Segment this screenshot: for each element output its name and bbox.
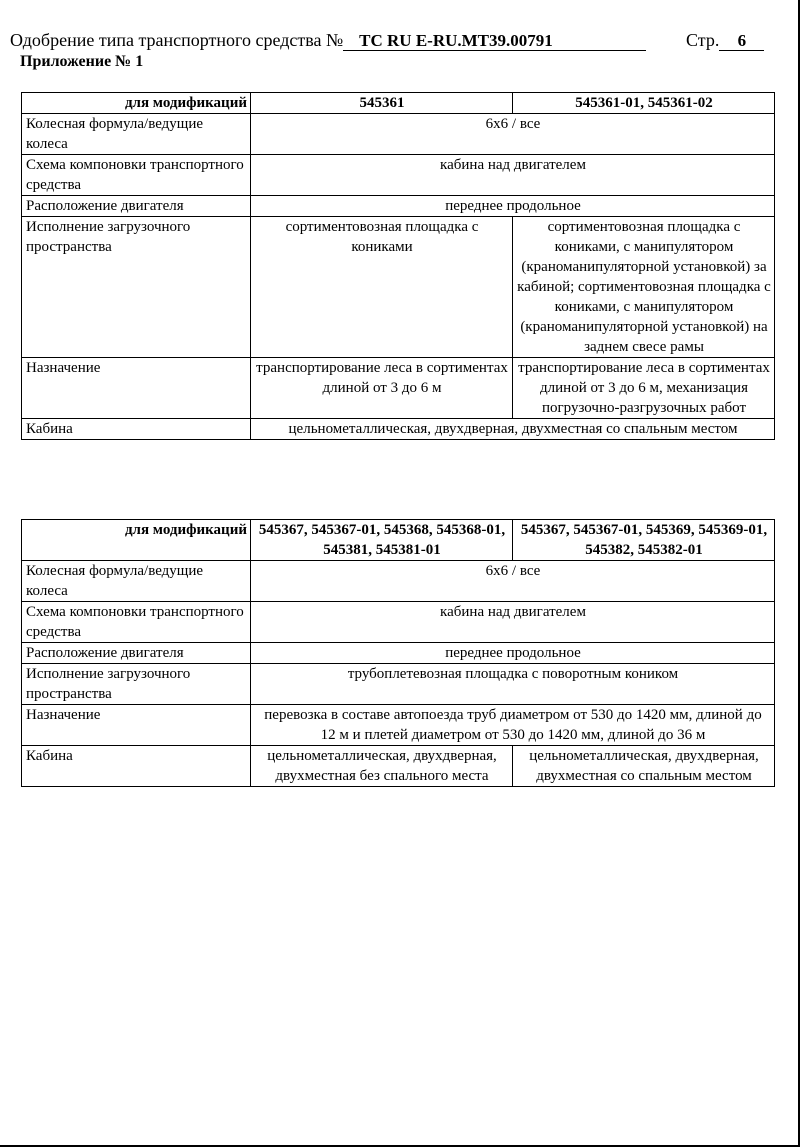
document-header <box>10 30 646 51</box>
row-value-col-2: транспортирование леса в сортиментах длиной от 3 до 6 м, механизация погрузочно-разгрузочных работ <box>513 358 775 419</box>
row-value-col-1: транспортирование леса в сортиментах длиной от 3 до 6 м <box>251 358 513 419</box>
row-value: 6x6 / все <box>251 114 775 155</box>
row-value-col-1: сортиментовозная площадка с кониками <box>251 217 513 358</box>
row-value: переднее продольное <box>251 643 775 664</box>
header-title: Одобрение типа транспортного средства № <box>10 30 344 50</box>
row-value-col-2: сортиментовозная площадка с кониками, с манипулятором (краноманипуляторной установкой) за кабиной; сортиментовозная площадка с кониками, с манипулятором (краноманипуляторной установкой) на заднем свесе рамы <box>513 217 775 358</box>
modification-col-1: 545367, 545367-01, 545368, 545368-01, 545381, 545381-01 <box>251 520 513 561</box>
table-row <box>22 114 775 155</box>
modification-col-2: 545367, 545367-01, 545369, 545369-01, 545382, 545382-01 <box>513 520 775 561</box>
row-label: Колесная формула/ведущие колеса <box>22 561 251 602</box>
table-row <box>22 602 775 643</box>
table-row <box>22 561 775 602</box>
modifications-label: для модификаций <box>22 93 251 114</box>
row-value: кабина над двигателем <box>251 602 775 643</box>
page-number: 6 <box>719 31 764 51</box>
row-label: Кабина <box>22 419 251 440</box>
table-row <box>22 643 775 664</box>
certificate-number: TC RU E-RU.MT39.00791 <box>343 31 646 51</box>
row-label: Кабина <box>22 746 251 787</box>
row-value: кабина над двигателем <box>251 155 775 196</box>
page-label: Стр. <box>686 30 720 50</box>
row-label: Схема компоновки транспортного средства <box>22 155 251 196</box>
row-value: трубоплетевозная площадка с поворотным коником <box>251 664 775 705</box>
table-header-row <box>22 93 775 114</box>
modification-col-2: 545361-01, 545361-02 <box>513 93 775 114</box>
table-header-row <box>22 520 775 561</box>
row-value: перевозка в составе автопоезда труб диаметром от 530 до 1420 мм, длиной до 12 м и плетей диаметром от 530 до 1420 мм, длиной до 36 м <box>251 705 775 746</box>
table-row <box>22 419 775 440</box>
row-label: Назначение <box>22 705 251 746</box>
table-row <box>22 217 775 358</box>
row-label: Колесная формула/ведущие колеса <box>22 114 251 155</box>
row-label: Схема компоновки транспортного средства <box>22 602 251 643</box>
row-value: цельнометаллическая, двухдверная, двухместная со спальным местом <box>251 419 775 440</box>
modifications-label: для модификаций <box>22 520 251 561</box>
table-row <box>22 358 775 419</box>
table-row <box>22 155 775 196</box>
row-label: Расположение двигателя <box>22 643 251 664</box>
modification-col-1: 545361 <box>251 93 513 114</box>
spec-table-2 <box>21 519 775 787</box>
table-row <box>22 196 775 217</box>
row-label: Расположение двигателя <box>22 196 251 217</box>
row-value-col-1: цельнометаллическая, двухдверная, двухместная без спального места <box>251 746 513 787</box>
table-row <box>22 664 775 705</box>
row-value: 6x6 / все <box>251 561 775 602</box>
appendix-title: Приложение № 1 <box>20 53 144 70</box>
spec-table-1 <box>21 92 775 440</box>
table-row <box>22 705 775 746</box>
page-indicator <box>686 30 764 51</box>
row-label: Назначение <box>22 358 251 419</box>
row-value: переднее продольное <box>251 196 775 217</box>
row-value-col-2: цельнометаллическая, двухдверная, двухместная со спальным местом <box>513 746 775 787</box>
row-label: Исполнение загрузочного пространства <box>22 664 251 705</box>
row-label: Исполнение загрузочного пространства <box>22 217 251 358</box>
table-row <box>22 746 775 787</box>
